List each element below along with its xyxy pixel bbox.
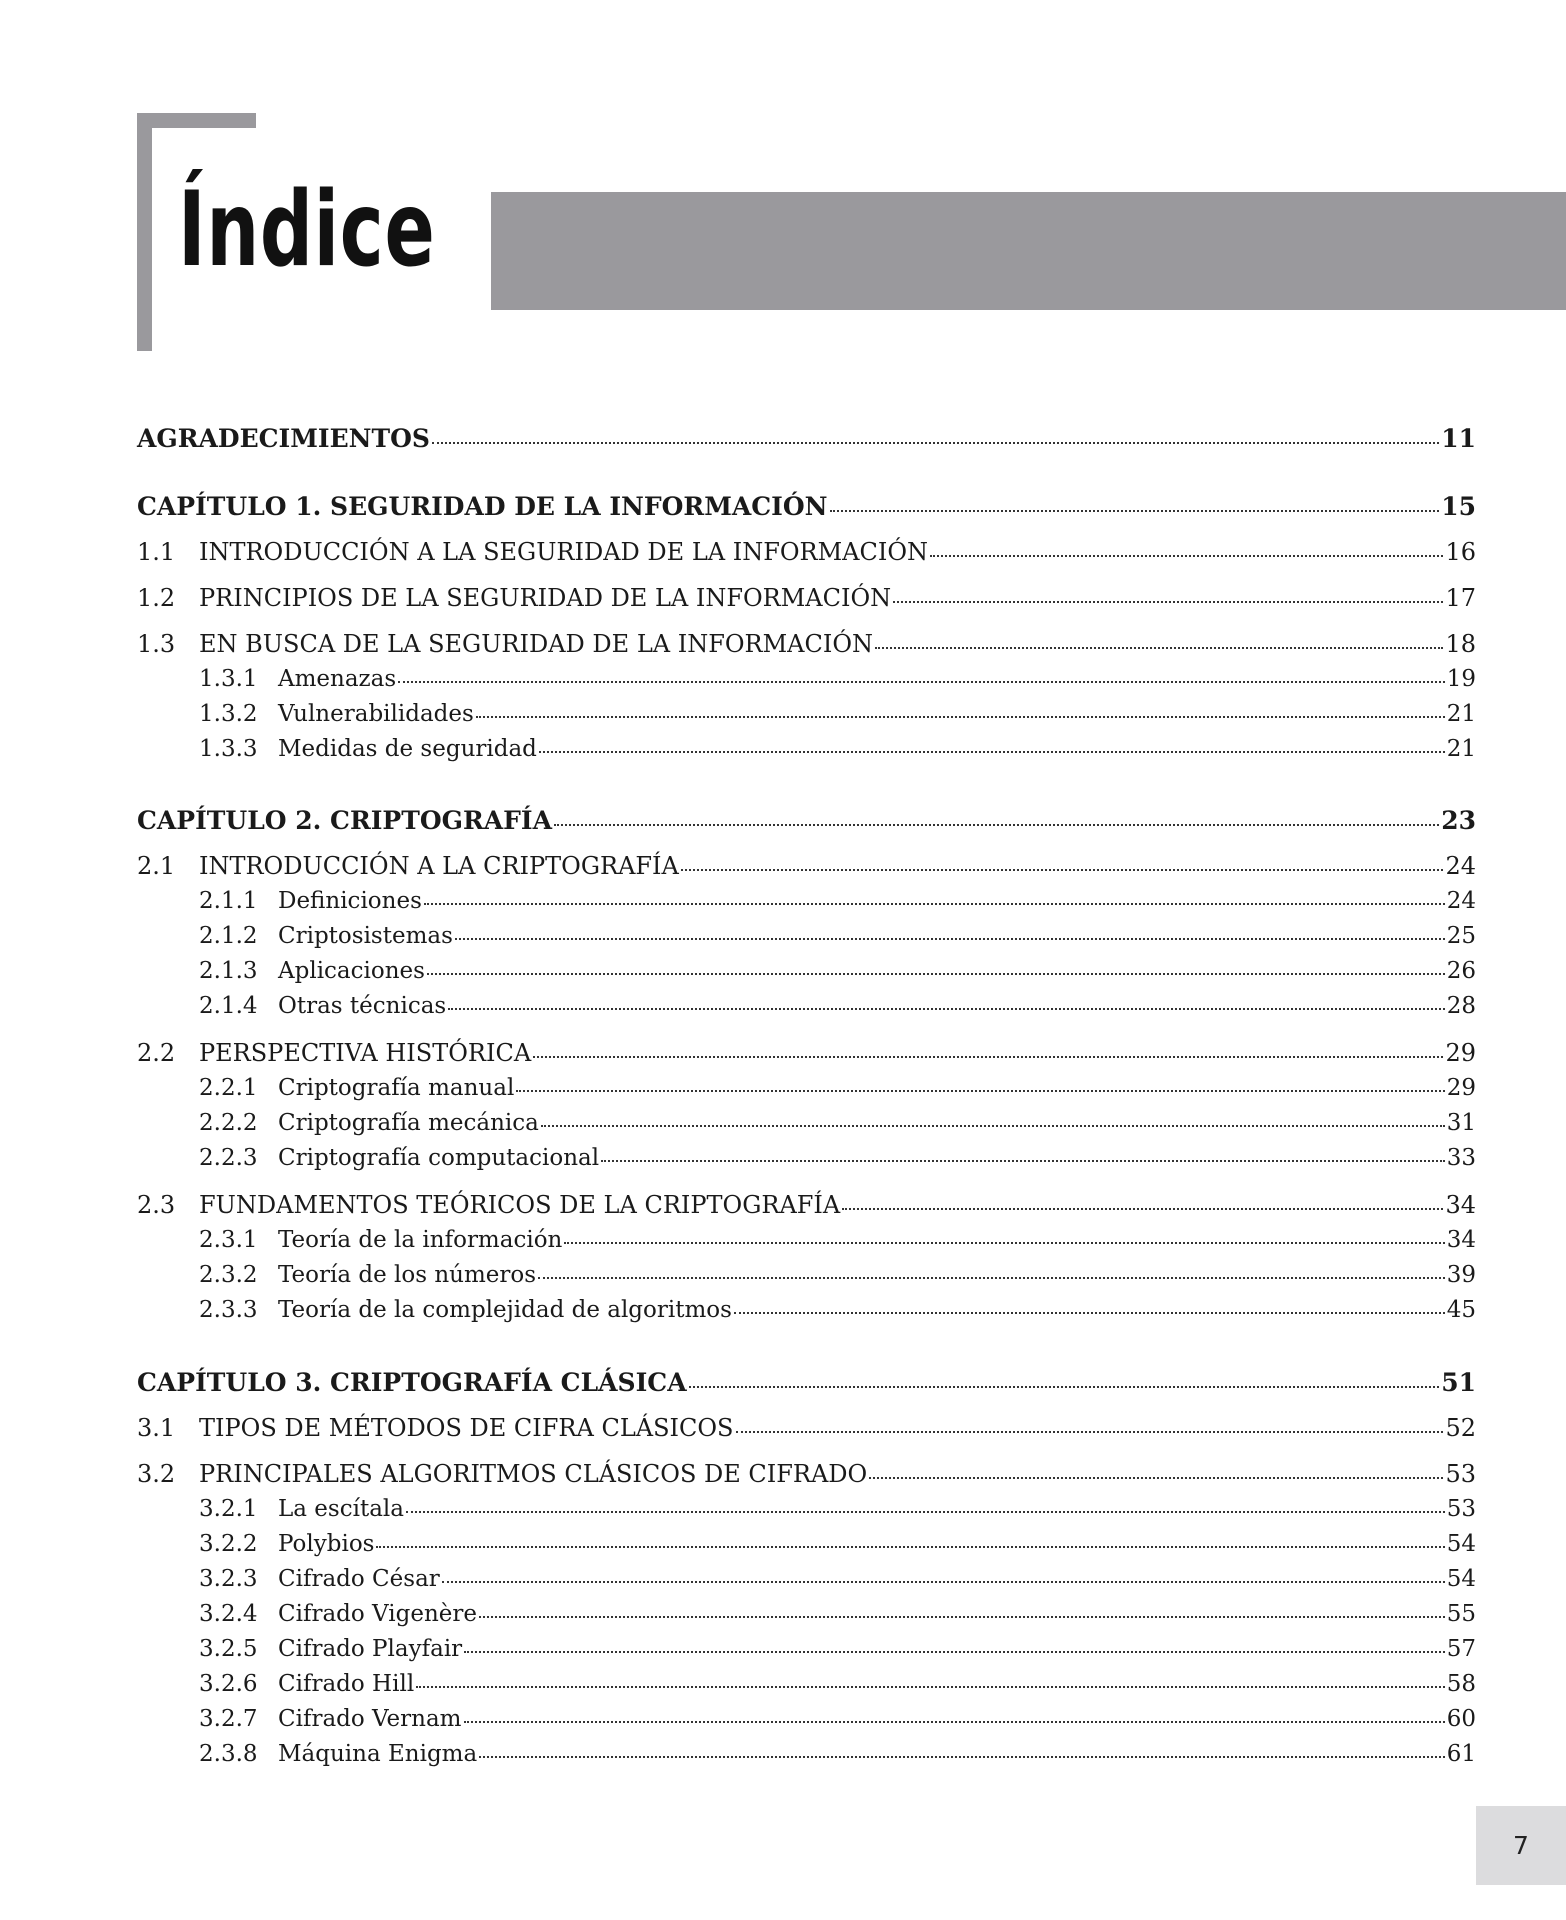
toc-page: 45: [1446, 1297, 1476, 1323]
toc-entry-section[interactable]: [137, 584, 1476, 618]
dot-leader: [406, 1511, 1445, 1513]
dot-leader: [541, 1125, 1445, 1127]
toc-label: TIPOS DE MÉTODOS DE CIFRA CLÁSICOS: [199, 1414, 734, 1442]
title-gray-bar: [491, 192, 1566, 310]
toc-label: Teoría de la complejidad de algoritmos: [278, 1297, 732, 1323]
toc-page: 53: [1445, 1460, 1476, 1488]
dot-leader: [734, 1312, 1445, 1314]
toc-entry-subsection[interactable]: [137, 1601, 1476, 1635]
toc-entry-subsection[interactable]: [137, 1671, 1476, 1705]
toc-label: Criptografía manual: [278, 1075, 515, 1101]
toc-label: Medidas de seguridad: [278, 736, 537, 762]
toc-label: Teoría de los números: [278, 1262, 537, 1288]
dot-leader: [448, 1008, 1444, 1010]
toc-label: La escítala: [278, 1496, 404, 1522]
toc-label: CAPÍTULO 3. CRIPTOGRAFÍA CLÁSICA: [137, 1368, 687, 1397]
toc-label: Cifrado Vigenère: [278, 1601, 477, 1627]
toc-number: 3.2.4: [199, 1601, 258, 1627]
toc-entry-subsection[interactable]: [137, 958, 1476, 992]
toc-entry-chapter[interactable]: [137, 1368, 1476, 1402]
toc-number: 2.3.2: [199, 1262, 258, 1288]
toc-entry-section[interactable]: [137, 1414, 1476, 1448]
toc-entry-subsection[interactable]: [137, 736, 1476, 770]
toc-page: 28: [1446, 993, 1476, 1019]
toc-label: FUNDAMENTOS TEÓRICOS DE LA CRIPTOGRAFÍA: [199, 1191, 841, 1219]
toc-entry-subsection[interactable]: [137, 1075, 1476, 1109]
dot-leader: [893, 601, 1443, 603]
toc-label: Vulnerabilidades: [278, 701, 474, 727]
toc-page: 25: [1446, 923, 1476, 949]
toc-page: 34: [1445, 1191, 1476, 1219]
toc-page: 29: [1446, 1075, 1476, 1101]
toc-number: 1.3.3: [199, 736, 258, 762]
toc-page: 58: [1446, 1671, 1476, 1697]
toc-label: Teoría de la información: [278, 1227, 563, 1253]
toc-entry-section[interactable]: [137, 1460, 1476, 1494]
toc-page: 24: [1445, 852, 1476, 880]
toc-label: Cifrado Hill: [278, 1671, 415, 1697]
toc-page: 24: [1446, 888, 1476, 914]
dot-leader: [424, 903, 1445, 905]
toc-number: 3.1: [137, 1414, 176, 1442]
toc-page: 15: [1441, 492, 1476, 521]
page-title: Índice: [178, 170, 436, 290]
dot-leader: [464, 1721, 1445, 1723]
toc-entry-chapter[interactable]: [137, 492, 1476, 526]
dot-leader: [476, 716, 1445, 718]
toc-page: 19: [1446, 666, 1476, 692]
toc-number: 3.2: [137, 1460, 176, 1488]
dot-leader: [689, 1386, 1440, 1388]
toc-number: 2.3.1: [199, 1227, 258, 1253]
toc-entry-subsection[interactable]: [137, 1262, 1476, 1296]
toc-page: 29: [1445, 1039, 1476, 1067]
toc-number: 3.2.6: [199, 1671, 258, 1697]
toc-entry-subsection[interactable]: [137, 1531, 1476, 1565]
toc-entry-subsection[interactable]: [137, 993, 1476, 1027]
dot-leader: [479, 1616, 1445, 1618]
dot-leader: [455, 938, 1445, 940]
toc-label: Otras técnicas: [278, 993, 447, 1019]
toc-label: EN BUSCA DE LA SEGURIDAD DE LA INFORMACIÓN: [199, 630, 874, 658]
toc-label: AGRADECIMIENTOS: [137, 424, 430, 453]
toc-label: Criptografía mecánica: [278, 1110, 539, 1136]
page-number: 7: [1513, 1831, 1529, 1860]
toc-number: 3.2.2: [199, 1531, 258, 1557]
toc-number: 2.2.3: [199, 1145, 258, 1171]
toc-label: Definiciones: [278, 888, 422, 914]
toc-page: 18: [1445, 630, 1476, 658]
toc-number: 2.3.8: [199, 1741, 258, 1767]
dot-leader: [442, 1581, 1445, 1583]
toc-number: 2.3.3: [199, 1297, 258, 1323]
toc-page: 16: [1445, 538, 1476, 566]
toc-number: 1.3: [137, 630, 176, 658]
toc-label: INTRODUCCIÓN A LA CRIPTOGRAFÍA: [199, 852, 679, 880]
dot-leader: [376, 1546, 1444, 1548]
toc-label: Cifrado César: [278, 1566, 440, 1592]
dot-leader: [842, 1208, 1443, 1210]
toc-page: 53: [1446, 1496, 1476, 1522]
dot-leader: [539, 751, 1445, 753]
dot-leader: [538, 1277, 1445, 1279]
toc-number: 2.1.2: [199, 923, 258, 949]
toc-number: 2.2.2: [199, 1110, 258, 1136]
toc-label: Cifrado Vernam: [278, 1706, 462, 1732]
toc-number: 1.1: [137, 538, 176, 566]
toc-number: 2.3: [137, 1191, 176, 1219]
toc-entry-subsection[interactable]: [137, 1496, 1476, 1530]
toc-number: 3.2.3: [199, 1566, 258, 1592]
toc-entry-chapter[interactable]: [137, 424, 1476, 458]
toc-entry-section[interactable]: [137, 1039, 1476, 1073]
toc-page: 54: [1446, 1566, 1476, 1592]
toc-page: 55: [1446, 1601, 1476, 1627]
toc-entry-subsection[interactable]: [137, 1566, 1476, 1600]
toc-page: 31: [1446, 1110, 1476, 1136]
toc-label: Aplicaciones: [278, 958, 425, 984]
dot-leader: [427, 973, 1445, 975]
toc-entry-section[interactable]: [137, 630, 1476, 664]
toc-page: 60: [1446, 1706, 1476, 1732]
toc-label: CAPÍTULO 2. CRIPTOGRAFÍA: [137, 806, 552, 835]
dot-leader: [564, 1242, 1444, 1244]
toc-label: Amenazas: [278, 666, 397, 692]
toc-page: 11: [1441, 424, 1476, 453]
toc-number: 2.1.1: [199, 888, 258, 914]
toc-entry-subsection[interactable]: [137, 1145, 1476, 1179]
toc-entry-subsection[interactable]: [137, 923, 1476, 957]
toc-page: 17: [1445, 584, 1476, 612]
toc-number: 2.2.1: [199, 1075, 258, 1101]
toc-label: Criptografía computacional: [278, 1145, 600, 1171]
toc-page: 54: [1446, 1531, 1476, 1557]
dot-leader: [681, 869, 1444, 871]
toc-page: 26: [1446, 958, 1476, 984]
toc-entry-subsection[interactable]: [137, 888, 1476, 922]
toc-label: Máquina Enigma: [278, 1741, 478, 1767]
toc-page: 51: [1441, 1368, 1476, 1397]
toc-number: 2.1.4: [199, 993, 258, 1019]
toc-entry-subsection[interactable]: [137, 1706, 1476, 1740]
dot-leader: [601, 1160, 1445, 1162]
dot-leader: [398, 681, 1445, 683]
toc-entry-section[interactable]: [137, 852, 1476, 886]
toc-page: 52: [1445, 1414, 1476, 1442]
dot-leader: [875, 647, 1443, 649]
toc-page: 34: [1446, 1227, 1476, 1253]
title-bracket-vertical: [137, 113, 152, 351]
toc-entry-subsection[interactable]: [137, 666, 1476, 700]
dot-leader: [432, 442, 1439, 444]
page-number-box: [1476, 1806, 1566, 1885]
toc-number: 3.2.7: [199, 1706, 258, 1732]
toc-entry-chapter[interactable]: [137, 806, 1476, 840]
toc-label: PERSPECTIVA HISTÓRICA: [199, 1039, 532, 1067]
toc-number: 1.3.1: [199, 666, 258, 692]
toc-entry-subsection[interactable]: [137, 1636, 1476, 1670]
dot-leader: [479, 1756, 1445, 1758]
toc-page: 21: [1446, 701, 1476, 727]
dot-leader: [830, 510, 1440, 512]
toc-label: Criptosistemas: [278, 923, 453, 949]
toc-entry-section[interactable]: [137, 538, 1476, 572]
toc-page: 23: [1441, 806, 1476, 835]
dot-leader: [464, 1651, 1445, 1653]
toc-page: 21: [1446, 736, 1476, 762]
toc-entry-subsection[interactable]: [137, 1297, 1476, 1331]
toc-entry-subsection[interactable]: [137, 1741, 1476, 1775]
toc-label: Cifrado Playfair: [278, 1636, 463, 1662]
dot-leader: [736, 1431, 1444, 1433]
toc-page: 39: [1446, 1262, 1476, 1288]
toc-label: Polybios: [278, 1531, 375, 1557]
toc-number: 2.2: [137, 1039, 176, 1067]
dot-leader: [416, 1686, 1445, 1688]
toc-page: 57: [1446, 1636, 1476, 1662]
dot-leader: [930, 555, 1443, 557]
dot-leader: [516, 1090, 1444, 1092]
dot-leader: [554, 824, 1439, 826]
toc-label: PRINCIPALES ALGORITMOS CLÁSICOS DE CIFRADO: [199, 1460, 868, 1488]
toc-number: 3.2.5: [199, 1636, 258, 1662]
toc-label: PRINCIPIOS DE LA SEGURIDAD DE LA INFORMACIÓN: [199, 584, 892, 612]
toc-number: 3.2.1: [199, 1496, 258, 1522]
title-bracket-horizontal: [137, 113, 256, 128]
toc-number: 1.3.2: [199, 701, 258, 727]
toc-number: 2.1: [137, 852, 176, 880]
toc-page: 61: [1446, 1741, 1476, 1767]
toc-entry-subsection[interactable]: [137, 1110, 1476, 1144]
toc-page: 33: [1446, 1145, 1476, 1171]
dot-leader: [533, 1056, 1443, 1058]
toc-number: 1.2: [137, 584, 176, 612]
toc-number: 2.1.3: [199, 958, 258, 984]
toc-entry-section[interactable]: [137, 1191, 1476, 1225]
dot-leader: [869, 1477, 1443, 1479]
toc-entry-subsection[interactable]: [137, 1227, 1476, 1261]
toc-label: INTRODUCCIÓN A LA SEGURIDAD DE LA INFORMACIÓN: [199, 538, 929, 566]
toc-label: CAPÍTULO 1. SEGURIDAD DE LA INFORMACIÓN: [137, 492, 828, 521]
toc-entry-subsection[interactable]: [137, 701, 1476, 735]
